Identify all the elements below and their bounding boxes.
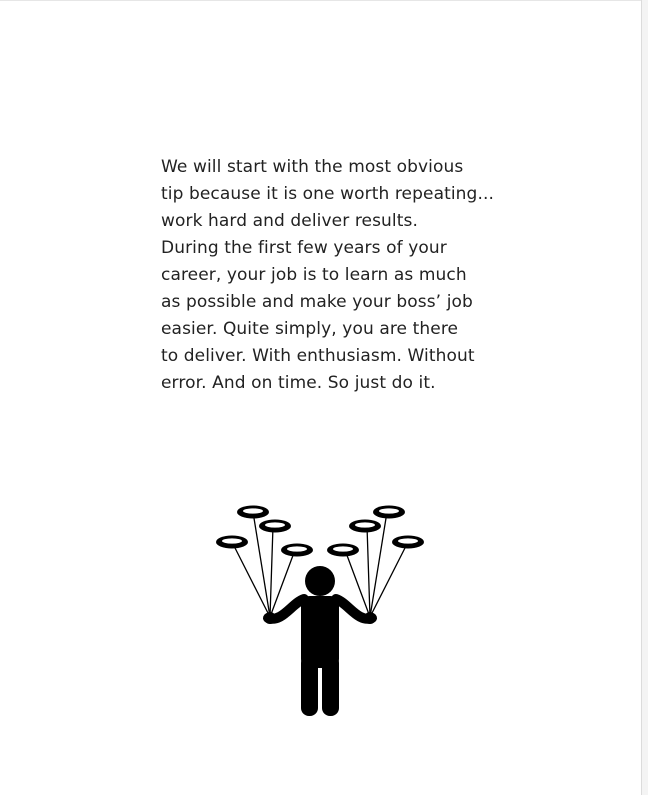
paragraph-line: error. And on time. So just do it. [161,373,436,393]
plate-icon [259,520,291,533]
paragraph-line: career, your job is to learn as much [161,265,467,285]
body-paragraph [161,154,521,397]
plate-icon [216,536,248,549]
paragraph-line: work hard and deliver results. [161,211,418,231]
paragraph-line: We will start with the most obvious [161,157,464,177]
paragraph-line: as possible and make your boss’ job [161,292,473,312]
plate-icon [327,544,359,557]
paragraph-line: easier. Quite simply, you are there [161,319,459,339]
paragraph-line: to deliver. With enthusiasm. Without [161,346,475,366]
plate-icon [281,544,313,557]
page-right-edge [641,0,648,795]
plate-spinning-figure-icon [200,495,440,725]
paragraph-line: tip because it is one worth repeating... [161,184,494,204]
page-top-edge [0,0,641,1]
plate-icon [349,520,381,533]
plate-icon [392,536,424,549]
plate-icon [373,506,405,519]
plate-icon [237,506,269,519]
paragraph-line: During the first few years of your [161,238,447,258]
spinning-plates [216,506,424,557]
